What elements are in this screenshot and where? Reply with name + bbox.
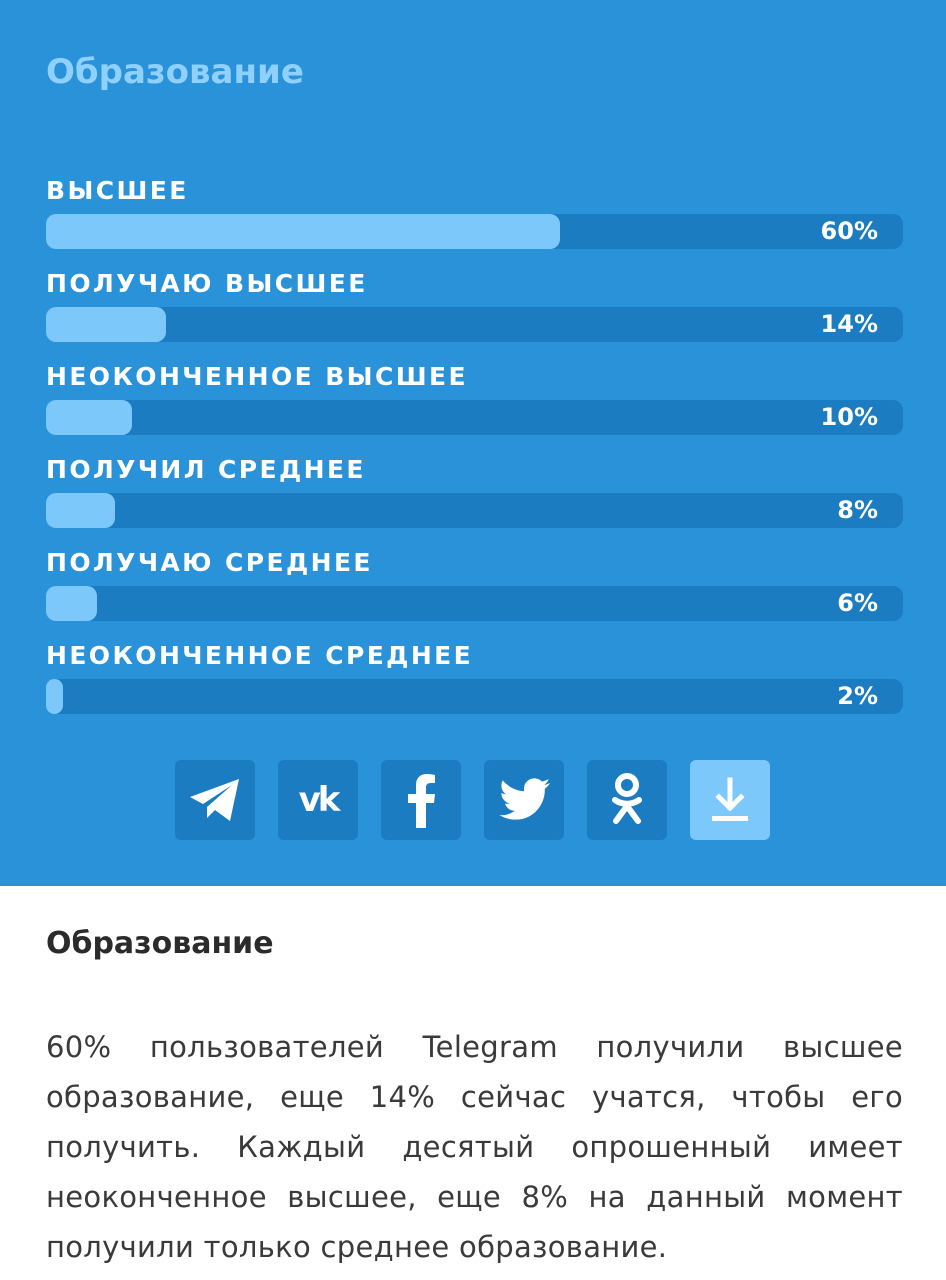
share-odnoklassniki-button[interactable] xyxy=(587,760,667,840)
bar-value-label: 2% xyxy=(837,682,878,710)
download-button[interactable] xyxy=(690,760,770,840)
bar-row xyxy=(46,176,903,256)
bar-category-label: ПОЛУЧИЛ СРЕДНЕЕ xyxy=(46,455,366,484)
download-icon xyxy=(710,777,750,823)
bar-value-label: 60% xyxy=(820,217,878,245)
chart-title: Образование xyxy=(46,52,304,92)
bar-value-label: 10% xyxy=(820,403,878,431)
bar-track xyxy=(46,679,903,714)
vk-icon: vk xyxy=(298,780,338,820)
bar-row xyxy=(46,548,903,628)
bar-track xyxy=(46,214,903,249)
facebook-icon xyxy=(401,772,441,828)
bar-value-label: 8% xyxy=(837,496,878,524)
bar xyxy=(46,214,560,249)
bar-row xyxy=(46,641,903,721)
bar-row xyxy=(46,455,903,535)
bar-category-label: ВЫСШЕЕ xyxy=(46,176,189,205)
bar-category-label: НЕОКОНЧЕННОЕ СРЕДНЕЕ xyxy=(46,641,474,670)
section-title: Образование xyxy=(46,926,274,961)
bar xyxy=(46,586,97,621)
bar-track xyxy=(46,307,903,342)
share-buttons xyxy=(175,760,770,840)
share-twitter-button[interactable] xyxy=(484,760,564,840)
bar-row xyxy=(46,362,903,442)
bar xyxy=(46,493,115,528)
odnoklassniki-icon xyxy=(609,772,645,828)
bar-value-label: 6% xyxy=(837,589,878,617)
share-vk-button[interactable] xyxy=(278,760,358,840)
bar-track xyxy=(46,493,903,528)
share-facebook-button[interactable] xyxy=(381,760,461,840)
bar-category-label: ПОЛУЧАЮ ВЫСШЕЕ xyxy=(46,269,368,298)
bar-category-label: ПОЛУЧАЮ СРЕДНЕЕ xyxy=(46,548,373,577)
bar xyxy=(46,679,63,714)
telegram-icon xyxy=(187,776,243,824)
bar-value-label: 14% xyxy=(820,310,878,338)
share-telegram-button[interactable] xyxy=(175,760,255,840)
bar xyxy=(46,400,132,435)
bar-track xyxy=(46,400,903,435)
bar-track xyxy=(46,586,903,621)
bar-row xyxy=(46,269,903,349)
section-paragraph: 60% пользователей Telegram получили высшее образование, еще 14% сейчас учатся, чтобы его получить. Каждый десятый опрошенный имеет неоконченное высшее, еще 8% на данный момент получили только среднее образование. xyxy=(46,1030,903,1264)
bar xyxy=(46,307,166,342)
twitter-icon xyxy=(497,777,551,823)
bar-category-label: НЕОКОНЧЕННОЕ ВЫСШЕЕ xyxy=(46,362,468,391)
